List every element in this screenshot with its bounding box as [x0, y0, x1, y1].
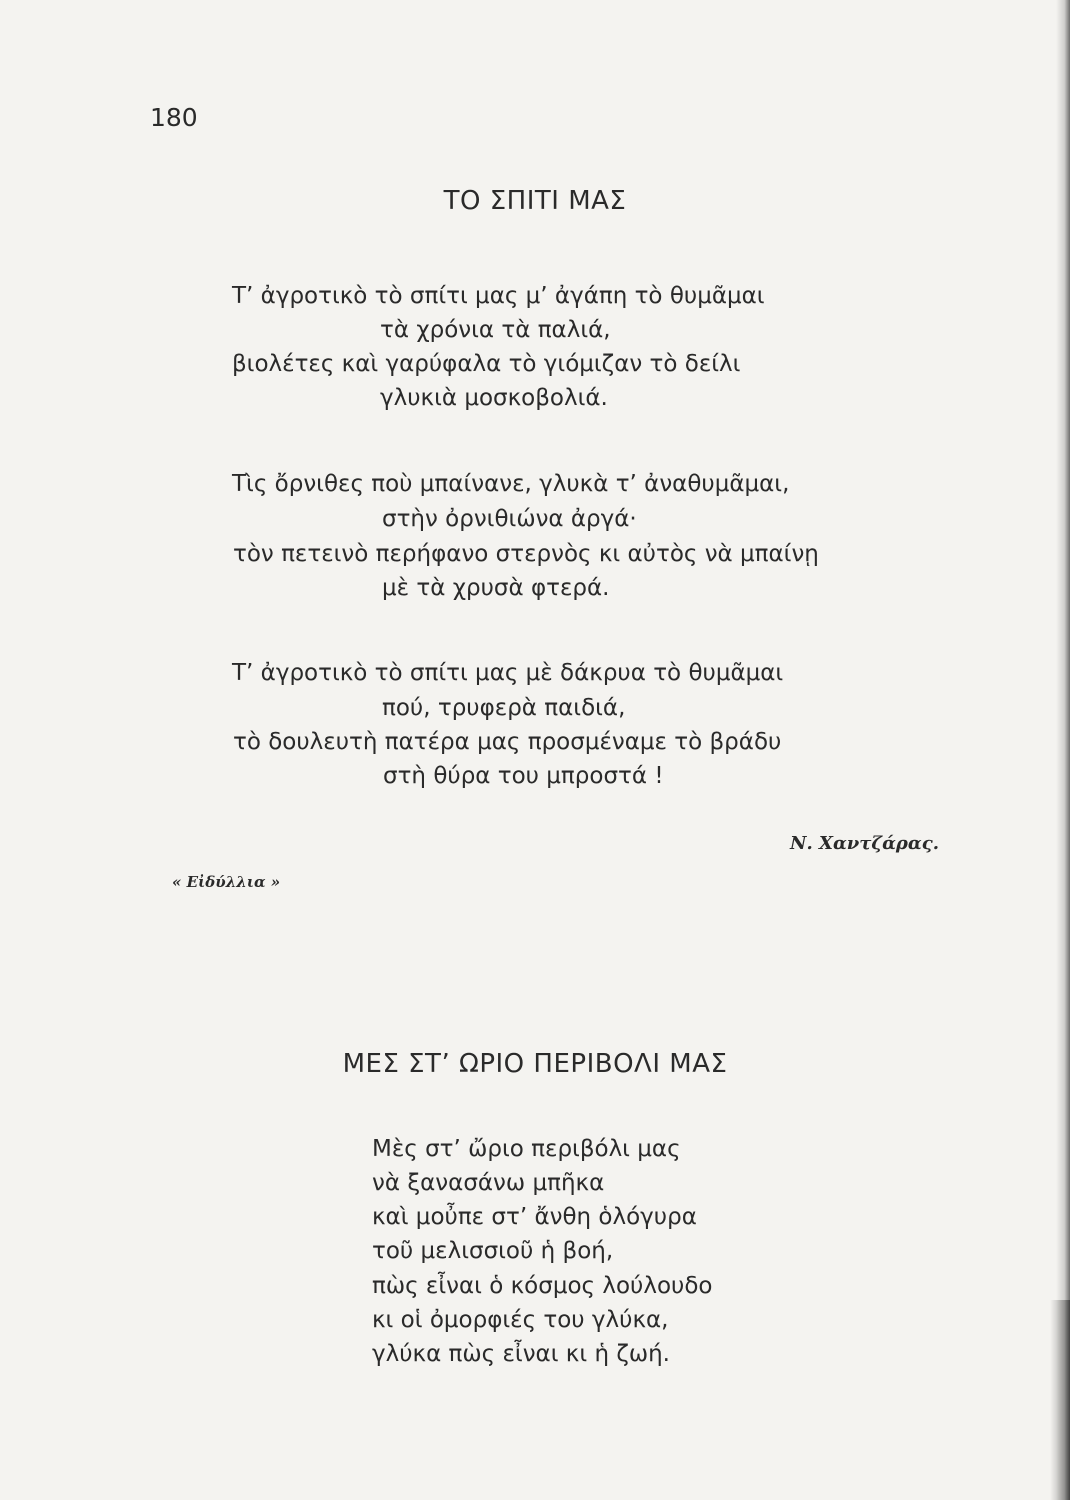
poem-source: « Εἰδύλλια » — [172, 873, 281, 891]
poem-author: Ν. Χαντζάρας. — [790, 833, 939, 854]
poem-line: στὴ θύρα του μπροστά ! — [383, 763, 664, 789]
poem-line: κι οἱ ὀμορφιές του γλύκα, — [372, 1307, 669, 1333]
poem-line: Μὲς στ’ ὤριο περιβόλι μας — [372, 1136, 681, 1162]
poem-line: τὰ χρόνια τὰ παλιά, — [380, 317, 611, 343]
poem-line: Τὶς ὄρνιθες ποὺ μπαίνανε, γλυκὰ τ’ ἀναθυμᾶμαι, — [232, 471, 790, 497]
poem-line: γλυκιὰ μοσκοβολιά. — [380, 385, 608, 411]
page-number: 180 — [150, 103, 198, 132]
poem-line: πού, τρυφερὰ παιδιά, — [382, 695, 626, 721]
poem-line: πὼς εἶναι ὁ κόσμος λούλουδο — [372, 1273, 713, 1299]
poem-line: Τ’ ἀγροτικὸ τὸ σπίτι μας μ’ ἀγάπη τὸ θυμᾶμαι — [232, 283, 765, 309]
poem-line: Τ’ ἀγροτικὸ τὸ σπίτι μας μὲ δάκρυα τὸ θυμᾶμαι — [232, 660, 784, 686]
page-corner-shadow — [1050, 1300, 1070, 1500]
poem-line: γλύκα πὼς εἶναι κι ἡ ζωή. — [372, 1341, 670, 1367]
poem-line: τοῦ μελισσιοῦ ἡ βοή, — [372, 1238, 614, 1264]
poem-line: τὸ δουλευτὴ πατέρα μας προσμέναμε τὸ βράδυ — [233, 729, 782, 755]
poem-line: καὶ μοὖπε στ’ ἄνθη ὁλόγυρα — [372, 1204, 697, 1230]
poem-title-to-spiti-mas: ΤΟ ΣΠΙΤΙ ΜΑΣ — [443, 186, 627, 216]
poem-line: τὸν πετεινὸ περήφανο στερνὸς κι αὐτὸς νὰ μπαίνῃ — [233, 541, 819, 567]
poem-line: στὴν ὀρνιθιώνα ἀργά· — [382, 506, 637, 532]
poem-line: νὰ ξανασάνω μπῆκα — [372, 1170, 605, 1196]
page-edge-shadow — [1056, 0, 1070, 1500]
poem-line: βιολέτες καὶ γαρύφαλα τὸ γιόμιζαν τὸ δείλι — [232, 351, 741, 377]
poem-line: μὲ τὰ χρυσὰ φτερά. — [382, 575, 610, 601]
poem-title-mes-st-orio-perivoli-mas: ΜΕΣ ΣΤ’ ΩΡΙΟ ΠΕΡΙΒΟΛΙ ΜΑΣ — [342, 1049, 728, 1079]
